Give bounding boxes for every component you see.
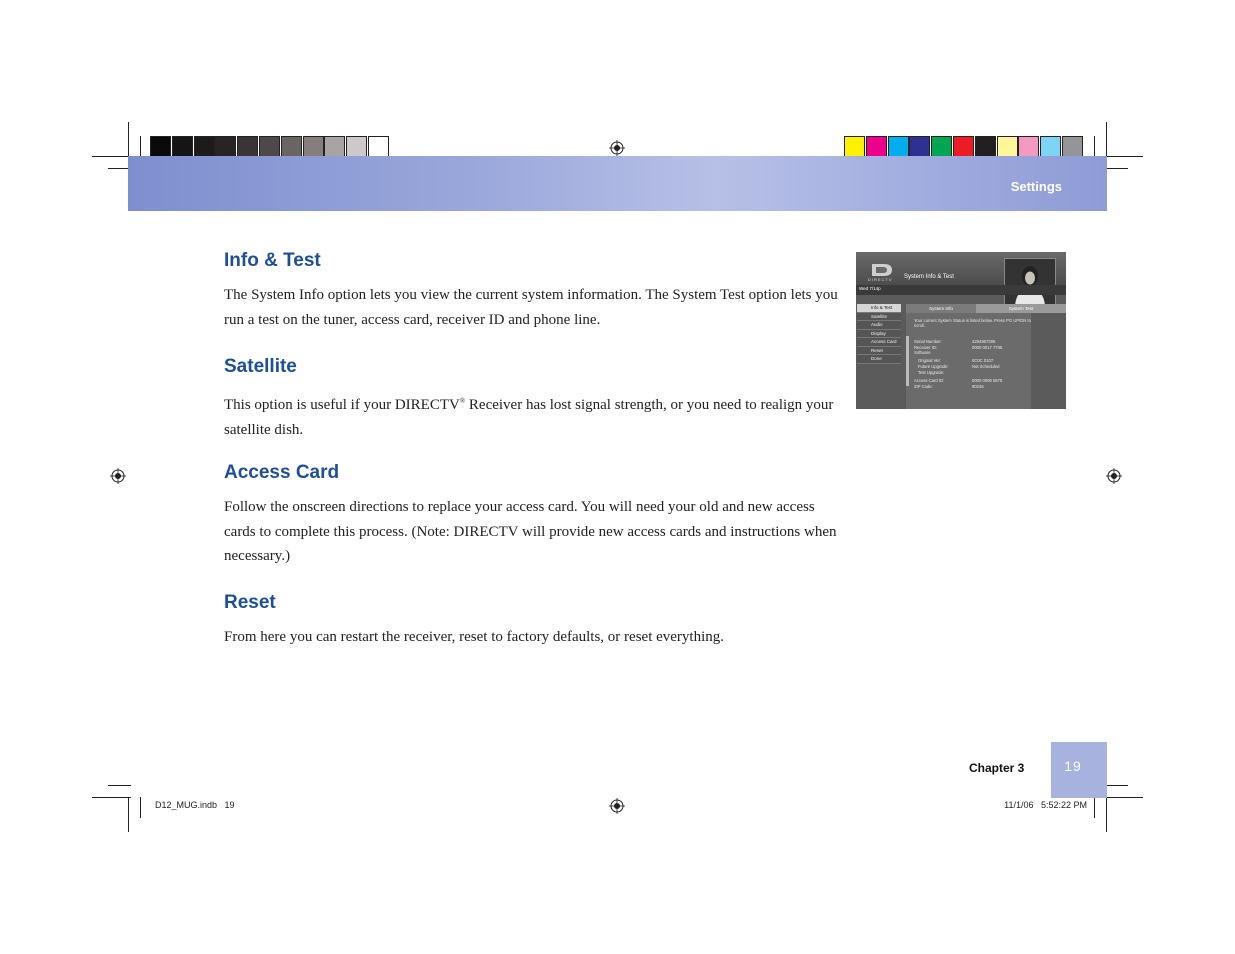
crop-mark [92,156,131,157]
color-swatch [953,136,974,157]
heading-access-card: Access Card [224,462,340,483]
tv-menu-item[interactable]: Display [857,330,901,339]
color-swatch [259,136,280,157]
crop-mark [128,122,129,158]
registration-mark-icon [110,468,126,484]
color-swatch [303,136,324,157]
paragraph-reset: From here you can restart the receiver, reset to factory defaults, or reset everything. [224,629,725,645]
tv-window-title: System Info & Test [904,274,954,280]
paragraph-access-card: Follow the onscreen directions to replace your access card. You will need your old and new access cards to complete this process. (Note: DIRECTV will provide new access cards and instructions when necessary.) [224,499,837,564]
tv-info-key: Access Card ID: [914,378,945,383]
heading-satellite: Satellite [224,356,297,377]
crop-mark [1104,156,1143,157]
tv-menu [857,304,901,364]
registration-mark-icon [609,140,625,156]
tv-intro-text: Your current System Status is listed below. Press PG UP/DN to scroll. [914,318,1031,328]
tv-info-row [914,350,1054,356]
tv-date: Wed 7/14p [859,286,881,291]
section-title: Settings [1010,179,1062,194]
crop-mark [1106,122,1107,158]
tv-info-row [914,384,1054,390]
color-swatch [324,136,345,157]
paragraph-text: This option is useful if your DIRECTV [224,397,460,413]
color-swatch [844,136,865,157]
crop-mark [1094,797,1095,818]
tv-date-bar [856,285,1066,295]
color-swatch [368,136,389,157]
crop-mark [128,797,129,832]
tv-info-value: 0000 0017 7705 [972,344,1003,350]
tv-info-value: 0C0C 0107 [972,358,994,363]
tv-info-value: 4294967295 [972,339,996,344]
paragraph-satellite [224,389,844,442]
color-swatch [1018,136,1039,157]
tv-info-row [914,378,1054,384]
heading-reset: Reset [224,592,276,613]
tv-tab-system-test[interactable]: System Test [976,304,1066,313]
tv-menu-item[interactable]: Reset [857,347,901,356]
color-swatch [909,136,930,157]
tv-info-value: Not Scheduled [972,364,1000,369]
header-band [128,156,1107,211]
color-swatch [888,136,909,157]
tv-menu-item[interactable]: Satellite [857,313,901,322]
paragraph-text: Receiver has lost signal strength, or you need to realign your satellite dish. [224,397,834,438]
chapter-label: Chapter 3 [969,761,1025,775]
tv-brand: DIRECTV [868,277,893,282]
color-swatch [866,136,887,157]
tv-info-value: 90245 [972,384,984,389]
color-swatch [194,136,215,157]
color-swatch [172,136,193,157]
tv-info-row [914,358,1058,364]
heading-info-test: Info & Test [224,250,321,271]
tv-info-key: ZIP Code: [914,384,933,389]
crop-mark [1104,797,1143,798]
color-swatch [346,136,367,157]
page-number: 19 [1064,758,1082,774]
tv-info-key: Original Ver: [918,358,942,363]
color-swatch [281,136,302,157]
directv-logo-icon [870,261,894,277]
tv-info-row [914,370,1058,376]
color-swatch [150,136,171,157]
tv-menu-item[interactable]: Audio [857,321,901,330]
crop-mark [1104,785,1128,786]
slug-timestamp: 11/1/06 5:52:22 PM [1004,800,1087,810]
tv-menu-item[interactable]: Done [857,355,901,364]
color-swatch [1062,136,1083,157]
paragraph-info-test: The System Info option lets you view the current system information. The System Test option lets you run a test on the tuner, access card, receiver ID and phone line. [224,287,838,328]
crop-mark [1104,168,1128,169]
tv-info-key: Serial Number: [914,339,942,344]
crop-mark [108,785,131,786]
color-swatch [931,136,952,157]
tv-info-key: Receiver ID: [914,344,938,350]
tv-info-value: 0000 0006 5875 [972,378,1003,383]
color-swatch [215,136,236,157]
crop-mark [1106,797,1107,832]
tv-tab-system-info[interactable]: System Info [906,304,976,313]
color-swatch [997,136,1018,157]
color-swatch [237,136,258,157]
tv-info-key: Test Upgrade: [918,370,945,375]
slug-filename: D12_MUG.indb 19 [155,800,235,810]
color-swatch [1040,136,1061,157]
tv-menu-item[interactable]: Access Card [857,338,901,347]
registration-mark-icon [609,798,625,814]
tv-info-key: Future Upgrade: [918,364,949,369]
color-swatch [975,136,996,157]
presenter-image-icon [1005,259,1055,305]
tv-scrollbar[interactable] [906,336,909,386]
tv-preview-window [1004,258,1056,306]
tv-menu-item[interactable]: Info & Test [857,304,901,313]
crop-mark [140,797,141,818]
tv-info-row [914,364,1058,370]
tv-screenshot [856,252,1066,409]
tv-info-key: Software [914,350,931,355]
registration-mark-icon [1106,468,1122,484]
registered-mark: ® [459,397,466,405]
crop-mark [92,797,131,798]
